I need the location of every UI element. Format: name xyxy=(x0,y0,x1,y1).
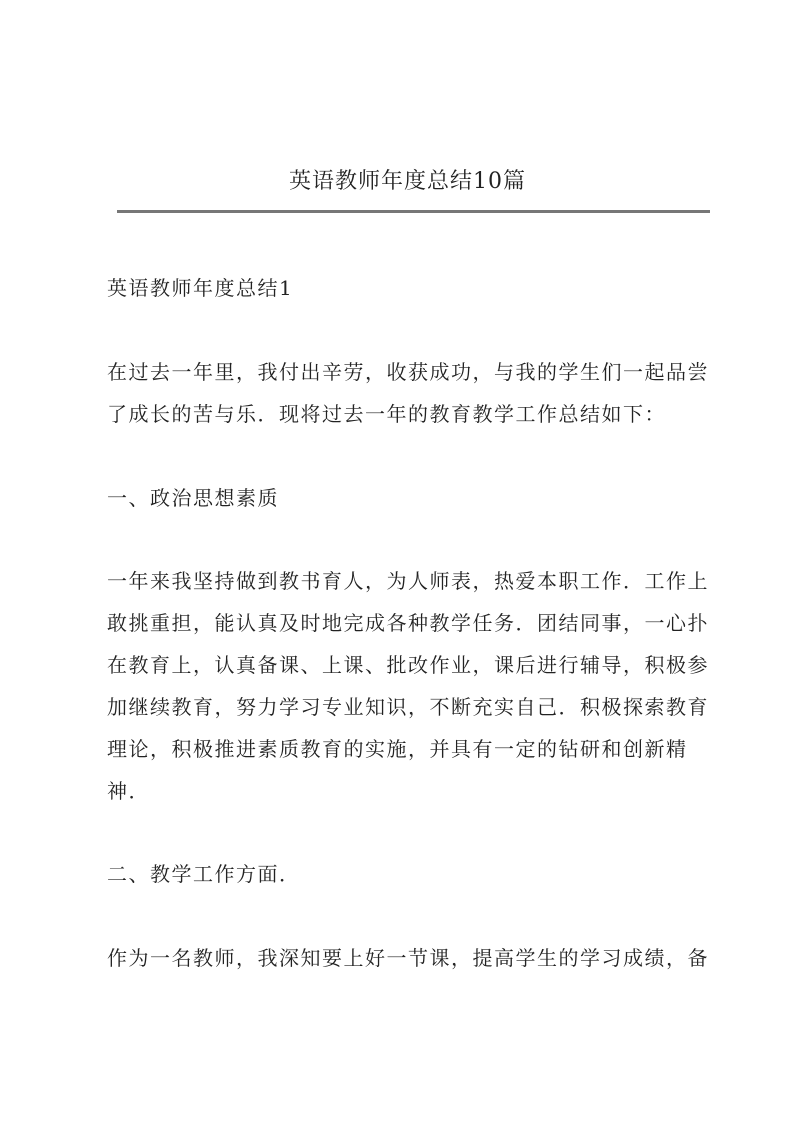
title-divider xyxy=(117,210,710,213)
paragraph-line: 理论，积极推进素质教育的实施，并具有一定的钻研和创新精 xyxy=(107,737,688,761)
paragraph-line: 一年来我坚持做到教书育人，为人师表，热爱本职工作．工作上 xyxy=(107,569,709,593)
section-heading: 一、政治思想素质 xyxy=(107,486,279,510)
section-heading: 二、教学工作方面． xyxy=(107,862,301,886)
paragraph-line: 在教育上，认真备课、上课、批改作业，课后进行辅导，积极参 xyxy=(107,653,709,677)
paragraph-line: 了成长的苦与乐．现将过去一年的教育教学工作总结如下： xyxy=(107,402,666,426)
paragraph-line: 加继续教育，努力学习专业知识，不断充实自己．积极探索教育 xyxy=(107,695,709,719)
section-heading: 英语教师年度总结1 xyxy=(107,276,294,300)
paragraph-line: 敢挑重担，能认真及时地完成各种教学任务．团结同事，一心扑 xyxy=(107,611,709,635)
paragraph-line: 作为一名教师，我深知要上好一节课，提高学生的学习成绩，备 xyxy=(107,946,709,970)
document-title: 英语教师年度总结10篇 xyxy=(289,169,526,194)
paragraph-line: 在过去一年里，我付出辛劳，收获成功，与我的学生们一起品尝 xyxy=(107,360,709,384)
paragraph-line: 神． xyxy=(107,779,150,803)
